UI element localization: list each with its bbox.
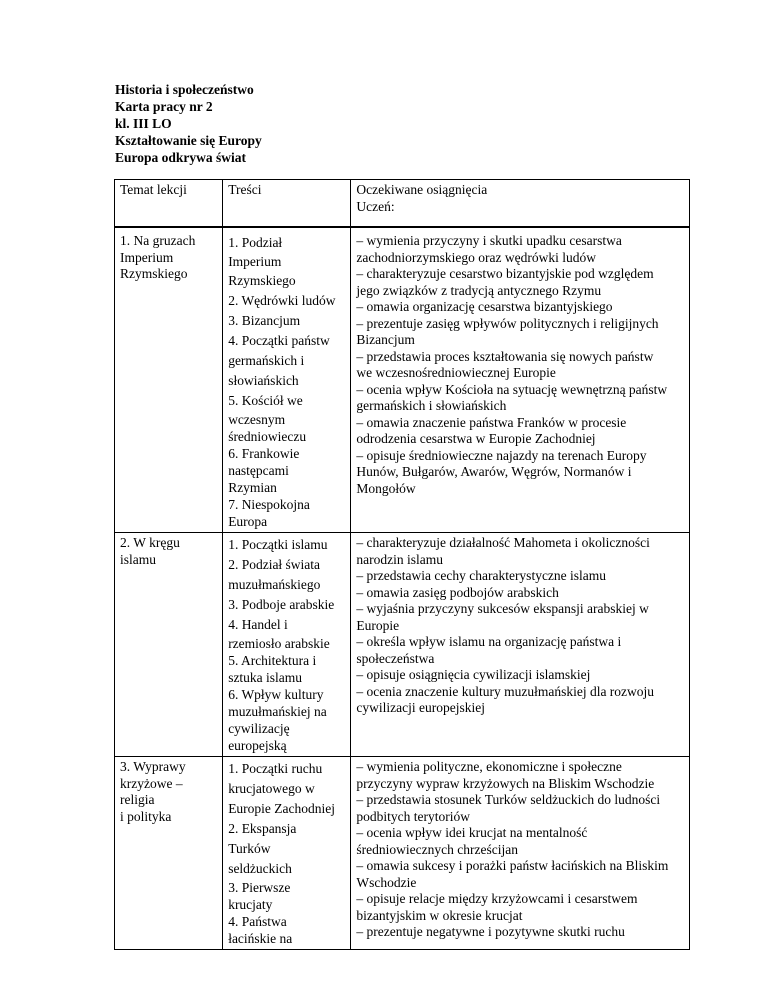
cell-contents-line: 3. Pierwsze (228, 880, 291, 895)
cell-outcomes-line: jego związków z tradycją antycznego Rzymu (356, 282, 602, 298)
header-table (114, 179, 690, 227)
cell-contents-line: 2. Podział świata (228, 557, 321, 572)
cell-outcomes-line: – charakteryzuje działalność Mahometa i okoliczności (356, 535, 650, 550)
cell-contents (223, 533, 351, 757)
cell-outcomes-line: – omawia znaczenie państwa Franków w procesie (356, 414, 627, 430)
cell-contents-line: 7. Niespokojna (228, 497, 310, 512)
cell-contents-line: sztuka islamu (228, 670, 303, 685)
header-cell-topic: Temat lekcji (115, 180, 223, 227)
cell-topic (115, 228, 223, 533)
cell-contents-line: 2. Ekspansja (228, 821, 297, 836)
cell-outcomes-line: – opisuje relacje między krzyżowcami i cesarstwem (356, 891, 638, 906)
class-label: kl. III LO (115, 116, 172, 131)
cell-outcomes-line: – omawia sukcesy i porażki państw łacińskich na Bliskim (356, 858, 669, 873)
cell-contents-line: słowiańskich (228, 373, 299, 388)
cell-outcomes-line: – opisuje średniowieczne najazdy na terenach Europy (356, 447, 647, 463)
cell-contents-line: cywilizację (228, 721, 290, 736)
subtopic-title: Europa odkrywa świat (115, 150, 247, 165)
cell-outcomes-line: narodzin islamu (356, 551, 444, 567)
cell-outcomes-line: we wczesnośredniowiecznej Europie (356, 365, 556, 380)
cell-contents-line: Turków (228, 841, 271, 856)
cell-contents-line: następcami (228, 463, 289, 478)
cell-outcomes-line: – ocenia wpływ idei krucjat na mentalność (356, 825, 588, 840)
content-table (114, 227, 690, 950)
cell-outcomes-line: – przedstawia proces kształtowania się nowych państw (356, 348, 654, 364)
cell-contents-line: europejską (228, 738, 287, 753)
header-row (115, 180, 690, 227)
cell-topic-line: i polityka (120, 808, 172, 824)
cell-outcomes-line: – omawia organizację cesarstwa bizantyjskiego (356, 299, 613, 314)
cell-topic (115, 533, 223, 757)
topic-title: Kształtowanie się Europy (115, 133, 262, 148)
cell-contents (223, 228, 351, 533)
cell-outcomes-line: – przedstawia stosunek Turków seldżuckich do ludności (356, 792, 661, 807)
cell-contents-line: krucjatowego w (228, 781, 315, 796)
cell-contents-line: 4. Handel i (228, 617, 288, 632)
cell-contents-line: Europie Zachodniej (228, 801, 336, 816)
cell-outcomes-line: – wymienia polityczne, ekonomiczne i społeczne (356, 759, 622, 774)
cell-contents-line: Imperium (228, 254, 282, 269)
cell-contents-line: wczesnym (228, 412, 286, 427)
header-cell-contents: Treści (223, 180, 351, 227)
subject-title: Historia i społeczeństwo (115, 82, 254, 97)
cell-outcomes-line: Europie (356, 617, 400, 633)
worksheet-title: Karta pracy nr 2 (115, 99, 213, 114)
cell-outcomes-line: Mongołów (356, 480, 416, 496)
cell-outcomes-line: Bizancjum (356, 332, 415, 347)
cell-contents-line: germańskich i (228, 353, 305, 368)
cell-outcomes-line: zachodniorzymskiego oraz wędrówki ludów (356, 249, 596, 265)
cell-outcomes-line: – wyjaśnia przyczyny sukcesów ekspansji arabskiej w (356, 601, 649, 616)
cell-contents-line: 4. Państwa (228, 914, 287, 929)
cell-outcomes-line: – opisuje osiągnięcia cywilizacji islamskiej (356, 667, 591, 682)
cell-outcomes-line: germańskich i słowiańskich (356, 398, 507, 413)
cell-topic-line: Rzymskiego (120, 266, 188, 281)
cell-contents-line: 4. Początki państw (228, 333, 330, 348)
cell-outcomes (351, 757, 690, 950)
cell-topic-line: 2. W kręgu (120, 535, 180, 550)
cell-contents-line: seldżuckich (228, 861, 292, 876)
cell-outcomes-line: średniowiecznych chrześcijan (356, 841, 518, 857)
cell-outcomes-line: Hunów, Bułgarów, Awarów, Węgrów, Normanów i (356, 464, 632, 479)
cell-outcomes-line: społeczeństwa (356, 650, 435, 666)
cell-contents-line: 6. Frankowie (228, 446, 300, 461)
cell-contents-line: 2. Wędrówki ludów (228, 293, 336, 308)
cell-contents-line: muzułmańskiego (228, 577, 321, 592)
cell-contents-line: Europa (228, 514, 268, 529)
cell-contents-line: 1. Początki ruchu (228, 761, 323, 776)
header-cell-outcomes (351, 180, 690, 227)
cell-outcomes-line: – określa wpływ islamu na organizację państwa i (356, 634, 622, 649)
table-row (115, 757, 690, 950)
cell-topic-line: islamu (120, 551, 156, 567)
cell-outcomes (351, 228, 690, 533)
cell-contents-line: Rzymskiego (228, 273, 296, 288)
cell-outcomes-line: przyczyny wypraw krzyżowych na Bliskim Wschodzie (356, 775, 655, 791)
cell-contents (223, 757, 351, 950)
cell-outcomes-line: cywilizacji europejskiej (356, 700, 485, 715)
cell-outcomes-line: – wymienia przyczyny i skutki upadku cesarstwa (356, 233, 622, 248)
table-row (115, 533, 690, 757)
cell-outcomes-line: – omawia zasięg podbojów arabskich (356, 584, 559, 600)
cell-topic-line: Imperium (120, 249, 174, 265)
cell-contents-line: 1. Podział (228, 235, 283, 250)
cell-contents-line: 1. Początki islamu (228, 537, 328, 552)
cell-contents-line: 3. Podboje arabskie (228, 597, 335, 612)
document-header (115, 81, 262, 166)
cell-outcomes-line: – przedstawia cechy charakterystyczne islamu (356, 568, 607, 583)
cell-outcomes-line: – prezentuje negatywne i pozytywne skutki ruchu (356, 924, 625, 939)
table-row (115, 228, 690, 533)
cell-contents-line: 5. Architektura i (228, 653, 317, 668)
cell-outcomes-line: podbitych terytoriów (356, 808, 471, 824)
cell-outcomes-line: – prezentuje zasięg wpływów politycznych i religijnych (356, 315, 659, 331)
cell-contents-line: krucjaty (228, 897, 273, 912)
cell-outcomes-line: – ocenia znaczenie kultury muzułmańskiej dla rozwoju (356, 683, 655, 699)
cell-outcomes-line: Wschodzie (356, 874, 417, 890)
cell-contents-line: średniowieczu (228, 429, 307, 444)
cell-topic-line: 3. Wyprawy (120, 759, 186, 774)
cell-outcomes (351, 533, 690, 757)
cell-outcomes-line: bizantyjskim w okresie krucjat (356, 907, 523, 923)
cell-contents-line: 5. Kościół we (228, 393, 303, 408)
cell-topic-line: religia (120, 792, 155, 807)
cell-contents-line: muzułmańskiej na (228, 704, 327, 719)
cell-outcomes-line: odrodzenia cesarstwa w Europie Zachodniej (356, 431, 596, 446)
content-table-body (115, 228, 690, 950)
cell-topic (115, 757, 223, 950)
cell-contents-line: łacińskie na (228, 931, 293, 946)
header-outcomes-line: Oczekiwane osiągnięcia (356, 182, 488, 197)
cell-contents-line: 6. Wpływ kultury (228, 687, 324, 702)
cell-contents-line: rzemiosło arabskie (228, 636, 330, 651)
cell-outcomes-line: – charakteryzuje cesarstwo bizantyjskie pod względem (356, 266, 654, 281)
cell-topic-line: 1. Na gruzach (120, 233, 196, 248)
cell-contents-line: Rzymian (228, 480, 277, 495)
cell-outcomes-line: – ocenia wpływ Kościoła na sytuację wewnętrzną państw (356, 381, 668, 397)
cell-topic-line: krzyżowe – (120, 775, 183, 791)
cell-contents-line: 3. Bizancjum (228, 313, 301, 328)
header-student-line: Uczeń: (356, 198, 395, 214)
